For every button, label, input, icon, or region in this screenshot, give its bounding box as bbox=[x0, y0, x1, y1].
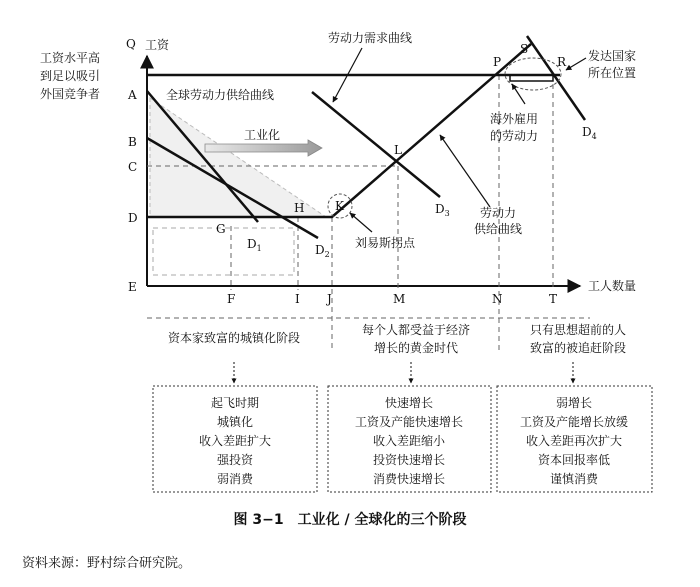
box2-line-1: 快速增长 bbox=[384, 396, 434, 410]
developed-pointer bbox=[566, 58, 586, 70]
offshore-label-1: 海外雇用 bbox=[490, 112, 539, 126]
y-tick-a: A bbox=[128, 88, 137, 102]
box2-line-2: 工资及产能快速增长 bbox=[354, 415, 464, 429]
box2-line-4: 投资快速增长 bbox=[372, 453, 446, 467]
box3-line-1: 弱增长 bbox=[555, 396, 593, 410]
x-tick-n: N bbox=[492, 292, 503, 306]
point-k: K bbox=[335, 199, 344, 213]
box1-line-2: 城镇化 bbox=[216, 415, 254, 429]
x-tick-f: F bbox=[227, 292, 236, 306]
stage-1-label: 资本家致富的城镇化阶段 bbox=[167, 331, 301, 345]
point-g: G bbox=[216, 222, 226, 236]
point-h: H bbox=[294, 201, 305, 215]
box3-line-3: 收入差距再次扩大 bbox=[525, 434, 623, 448]
y-tick-e: E bbox=[128, 280, 137, 294]
x-tick-i: I bbox=[295, 292, 300, 306]
y-tick-q: Q bbox=[126, 37, 136, 51]
point-r: R bbox=[557, 55, 567, 69]
box1-line-5: 弱消费 bbox=[216, 472, 254, 486]
point-d3: $D_3$ bbox=[435, 202, 450, 218]
point-d4: $D_4$ bbox=[582, 125, 597, 141]
point-d2: $D_2$ bbox=[315, 243, 330, 259]
global-supply-label: 全球劳动力供给曲线 bbox=[166, 88, 275, 102]
figure-caption: 图 3−1 工业化 / 全球化的三个阶段 bbox=[233, 512, 467, 528]
box2-line-3: 收入差距缩小 bbox=[372, 434, 446, 448]
lewis-pointer bbox=[350, 213, 372, 232]
box3-line-5: 谨慎消费 bbox=[549, 472, 599, 486]
offshore-label-2: 的劳动力 bbox=[490, 129, 539, 143]
developed-label-1: 发达国家 bbox=[588, 49, 637, 63]
industrialization-label: 工业化 bbox=[244, 128, 281, 142]
point-s: S bbox=[520, 42, 529, 56]
y-tick-d: D bbox=[128, 211, 138, 225]
supply-curve-label-1: 劳动力 bbox=[480, 206, 517, 220]
x-tick-j: J bbox=[327, 292, 332, 306]
box3-line-2: 工资及产能增长放缓 bbox=[519, 415, 629, 429]
demand-label: 劳动力需求曲线 bbox=[328, 31, 413, 45]
box3-line-4: 资本回报率低 bbox=[537, 453, 611, 467]
x-tick-m: M bbox=[393, 292, 406, 306]
stage-2-label-2: 增长的黄金时代 bbox=[373, 341, 459, 355]
supply-curve-label-2: 供给曲线 bbox=[474, 222, 523, 236]
developed-label-2: 所在位置 bbox=[588, 66, 637, 80]
stage-2-label-1: 每个人都受益于经济 bbox=[361, 323, 471, 337]
point-p: P bbox=[493, 55, 502, 69]
wage-threshold-label-2: 到足以吸引 bbox=[40, 69, 101, 83]
x-axis-title: 工人数量 bbox=[588, 279, 637, 293]
stage-3-label-1: 只有思想超前的人 bbox=[529, 323, 627, 337]
stage-3-label-2: 致富的被追赶阶段 bbox=[529, 341, 627, 355]
y-axis-title: 工资 bbox=[145, 38, 170, 52]
box2-line-5: 消费快速增长 bbox=[372, 472, 446, 486]
supply-pointer bbox=[440, 135, 490, 207]
box1-line-1: 起飞时期 bbox=[210, 396, 260, 410]
y-tick-c: C bbox=[128, 160, 138, 174]
wage-threshold-label-1: 工资水平高 bbox=[40, 51, 101, 65]
point-d1: $D_1$ bbox=[247, 237, 262, 253]
demand-d3 bbox=[312, 92, 440, 197]
point-l: L bbox=[394, 143, 402, 157]
x-tick-t: T bbox=[549, 292, 558, 306]
y-tick-b: B bbox=[128, 135, 137, 149]
wage-threshold-label-3: 外国竞争者 bbox=[40, 87, 101, 101]
box1-line-3: 收入差距扩大 bbox=[198, 434, 272, 448]
lewis-point-label: 刘易斯拐点 bbox=[355, 236, 416, 250]
source-note: 资料来源：野村综合研究院。 bbox=[22, 556, 192, 571]
offshore-pointer bbox=[512, 84, 525, 104]
demand-d4 bbox=[527, 36, 585, 120]
box1-line-4: 强投资 bbox=[216, 453, 254, 467]
